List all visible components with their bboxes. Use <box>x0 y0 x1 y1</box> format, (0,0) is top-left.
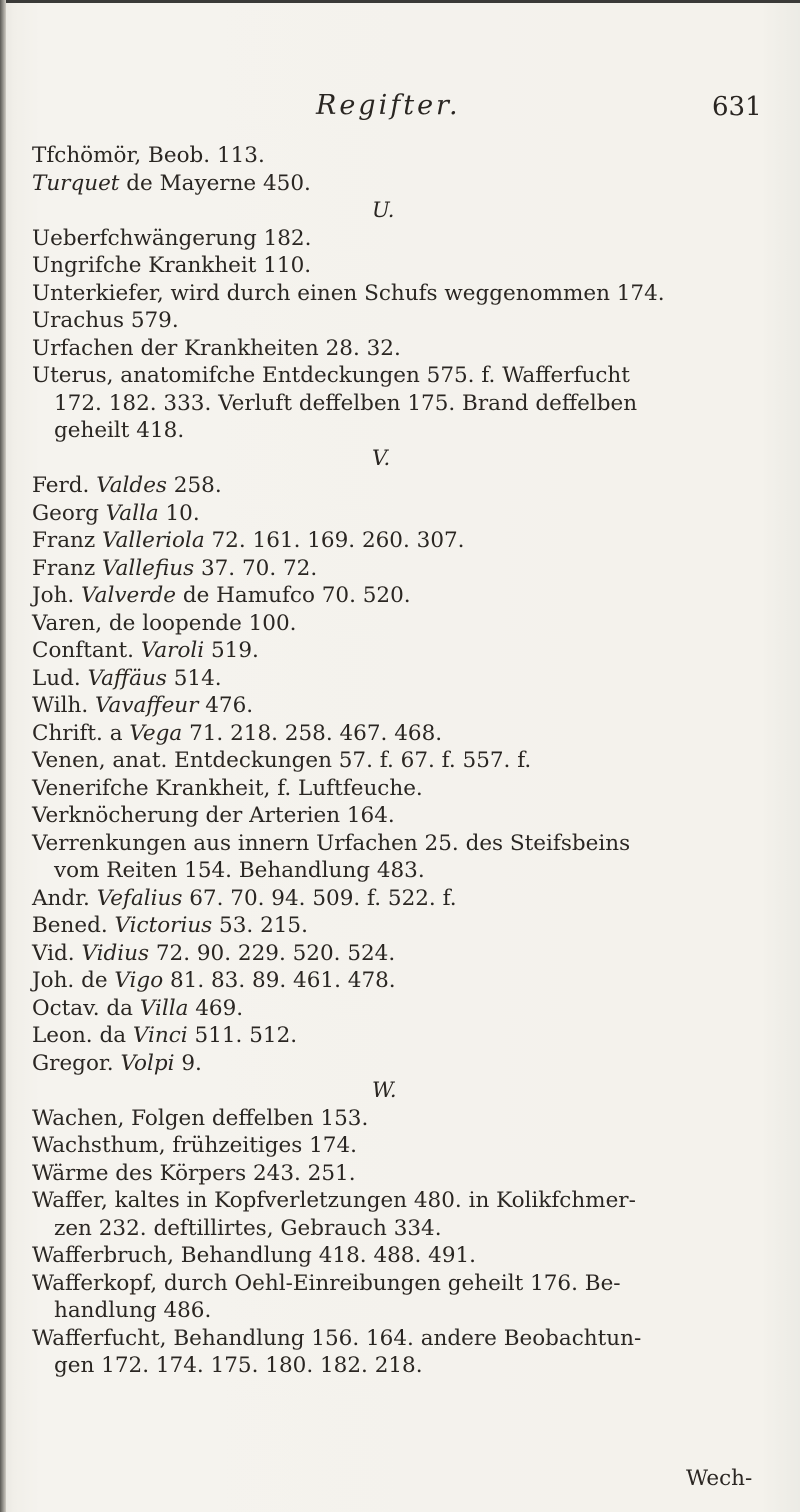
index-entry <box>32 582 782 610</box>
entry-text: Joh. <box>32 583 82 608</box>
index-entry <box>32 692 782 720</box>
entry-text: geheilt 418. <box>54 418 185 443</box>
entry-continuation <box>32 1215 782 1243</box>
index-entry <box>32 1187 782 1215</box>
index-entry <box>32 940 782 968</box>
entry-text: Bened. <box>32 913 115 938</box>
entry-text: Unterkiefer, wird durch einen Schufs weggenommen 174. <box>32 280 665 306</box>
entry-text: Urachus 579. <box>32 308 179 333</box>
index-entry <box>32 830 782 858</box>
entry-text: Lud. <box>32 665 88 691</box>
section-letter: U. <box>372 198 395 222</box>
entry-text: 519. <box>204 638 259 663</box>
index-entry <box>32 472 782 500</box>
entry-text: Verrenkungen aus innern Urfachen 25. des Steifsbeins <box>32 830 631 856</box>
index-entry <box>32 610 782 638</box>
entry-text: Wafferbruch, Behandlung 418. 488. 491. <box>32 1243 477 1268</box>
catchword: Wech- <box>686 1466 753 1491</box>
index-entry <box>32 665 782 693</box>
running-title: Regifter. <box>316 90 461 121</box>
entry-text: Waffer, kaltes in Kopfverletzungen 480. in Kolikfchmer- <box>32 1188 636 1213</box>
index-entry <box>32 775 782 803</box>
entry-text: Venerifche Krankheit, f. Luftfeuche. <box>32 775 423 801</box>
entry-text: 258. <box>166 473 222 498</box>
entry-text: gen 172. 174. 175. 180. 182. 218. <box>54 1353 423 1378</box>
index-entry <box>32 142 782 170</box>
entry-text: Conftant. <box>32 638 141 663</box>
index-entry <box>32 1050 782 1078</box>
index-entry <box>32 555 782 583</box>
index-entry <box>32 170 782 198</box>
entry-text: 511. 512. <box>187 1023 298 1048</box>
index-entry <box>32 1270 782 1298</box>
register-entries <box>32 142 782 1380</box>
entry-text: Venen, anat. Entdeckungen 57. f. 67. f. 557. f. <box>32 748 532 773</box>
entry-text: 10. <box>158 500 200 526</box>
index-entry <box>32 280 782 308</box>
entry-text: Urfachen der Krankheiten 28. 32. <box>32 335 401 361</box>
index-entry <box>32 362 782 390</box>
entry-name-italic: Volpi <box>120 1050 175 1076</box>
entry-text: Tfchömör, Beob. 113. <box>32 143 265 168</box>
entry-text: Wachen, Folgen deffelben 153. <box>32 1105 369 1131</box>
entry-name-italic: Victorius <box>114 913 213 938</box>
entry-text: Vid. <box>32 940 82 966</box>
entry-continuation <box>32 1352 782 1380</box>
index-entry <box>32 527 782 555</box>
section-letter: V. <box>372 445 391 470</box>
index-entry <box>32 1242 782 1270</box>
index-entry <box>32 912 782 940</box>
entry-name-italic: Varoli <box>140 638 205 663</box>
index-entry <box>32 747 782 775</box>
index-entry <box>32 307 782 335</box>
entry-text: 67. 70. 94. 509. f. 522. f. <box>182 885 457 911</box>
entry-text: Franz <box>32 555 103 581</box>
entry-text: Franz <box>32 528 103 553</box>
entry-text: Uterus, anatomifche Entdeckungen 575. f. Wafferfucht <box>32 363 630 388</box>
entry-name-italic: Vaffäus <box>87 665 167 691</box>
entry-text: Wärme des Körpers 243. 251. <box>32 1160 356 1186</box>
entry-text: 172. 182. 333. Verluft deffelben 175. Brand deffelben <box>54 390 638 416</box>
entry-text: 72. 90. 229. 520. 524. <box>149 940 396 966</box>
entry-text: Ueberfchwängerung 182. <box>32 225 312 251</box>
entry-text: Wilh. <box>32 693 95 718</box>
entry-text: 81. 83. 89. 461. 478. <box>163 968 396 993</box>
index-entry <box>32 720 782 748</box>
entry-name-italic: Valleriola <box>102 528 205 553</box>
entry-text: Gregor. <box>32 1050 121 1076</box>
index-entry <box>32 1132 782 1160</box>
index-entry <box>32 252 782 280</box>
index-entry <box>32 802 782 830</box>
entry-name-italic: Vallefius <box>102 555 195 581</box>
entry-name-italic: Vavaffeur <box>95 693 199 718</box>
entry-name-italic: Valla <box>105 500 159 526</box>
entry-name-italic: Valdes <box>96 473 167 498</box>
index-entry <box>32 967 782 995</box>
entry-text: Wafferkopf, durch Oehl-Einreibungen geheilt 176. Be- <box>32 1270 621 1296</box>
entry-name-italic: Vigo <box>114 968 164 993</box>
entry-text: Leon. da <box>32 1023 133 1048</box>
index-entry <box>32 995 782 1023</box>
page-top-edge <box>0 0 800 3</box>
running-header <box>0 90 800 130</box>
section-letter: W. <box>372 1078 397 1102</box>
entry-name-italic: Villa <box>139 995 189 1021</box>
entry-continuation <box>32 1297 782 1325</box>
page-number: 631 <box>712 92 762 122</box>
entry-name-italic: Vefalius <box>96 885 183 911</box>
index-entry <box>32 1325 782 1353</box>
entry-text: Verknöcherung der Arterien 164. <box>32 803 395 828</box>
index-entry <box>32 1022 782 1050</box>
entry-name-italic: Vinci <box>132 1023 188 1048</box>
index-entry <box>32 1160 782 1188</box>
entry-text: Chrift. a <box>32 720 130 746</box>
entry-text: Georg <box>32 500 106 526</box>
entry-continuation <box>32 390 782 418</box>
entry-text: de Hamufco 70. 520. <box>175 583 411 608</box>
entry-continuation <box>32 857 782 885</box>
entry-name-italic: Vega <box>129 720 183 746</box>
index-entry <box>32 1105 782 1133</box>
entry-text: 37. 70. 72. <box>194 555 318 581</box>
entry-text: 469. <box>188 995 244 1021</box>
entry-text: Wachsthum, frühzeitiges 174. <box>32 1133 357 1158</box>
entry-continuation <box>32 417 782 445</box>
page-gutter-shadow <box>0 0 6 1512</box>
entry-text: Andr. <box>32 885 97 911</box>
entry-text: Wafferfucht, Behandlung 156. 164. andere Beobachtun- <box>32 1325 642 1351</box>
entry-text: de Mayerne 450. <box>119 170 311 196</box>
entry-text: 53. 215. <box>212 913 308 938</box>
entry-text: vom Reiten 154. Behandlung 483. <box>54 858 425 883</box>
entry-text: 71. 218. 258. 467. 468. <box>182 720 443 746</box>
index-entry <box>32 500 782 528</box>
entry-name-italic: Valverde <box>81 583 176 608</box>
entry-text: Octav. da <box>32 995 140 1021</box>
index-entry <box>32 885 782 913</box>
index-entry <box>32 225 782 253</box>
index-entry <box>32 335 782 363</box>
entry-text: Ungrifche Krankheit 110. <box>32 253 312 278</box>
entry-text: 476. <box>198 693 254 718</box>
entry-text: handlung 486. <box>54 1298 212 1323</box>
entry-text: zen 232. deftillirtes, Gebrauch 334. <box>54 1215 442 1241</box>
entry-text: Varen, de loopende 100. <box>32 610 297 636</box>
entry-text: 514. <box>166 665 222 691</box>
entry-text: Joh. de <box>32 968 115 993</box>
entry-name-italic: Turquet <box>32 170 120 196</box>
entry-name-italic: Vidius <box>81 940 150 966</box>
entry-text: Ferd. <box>32 473 97 498</box>
index-entry <box>32 637 782 665</box>
entry-text: 9. <box>174 1050 202 1076</box>
entry-text: 72. 161. 169. 260. 307. <box>204 528 465 553</box>
